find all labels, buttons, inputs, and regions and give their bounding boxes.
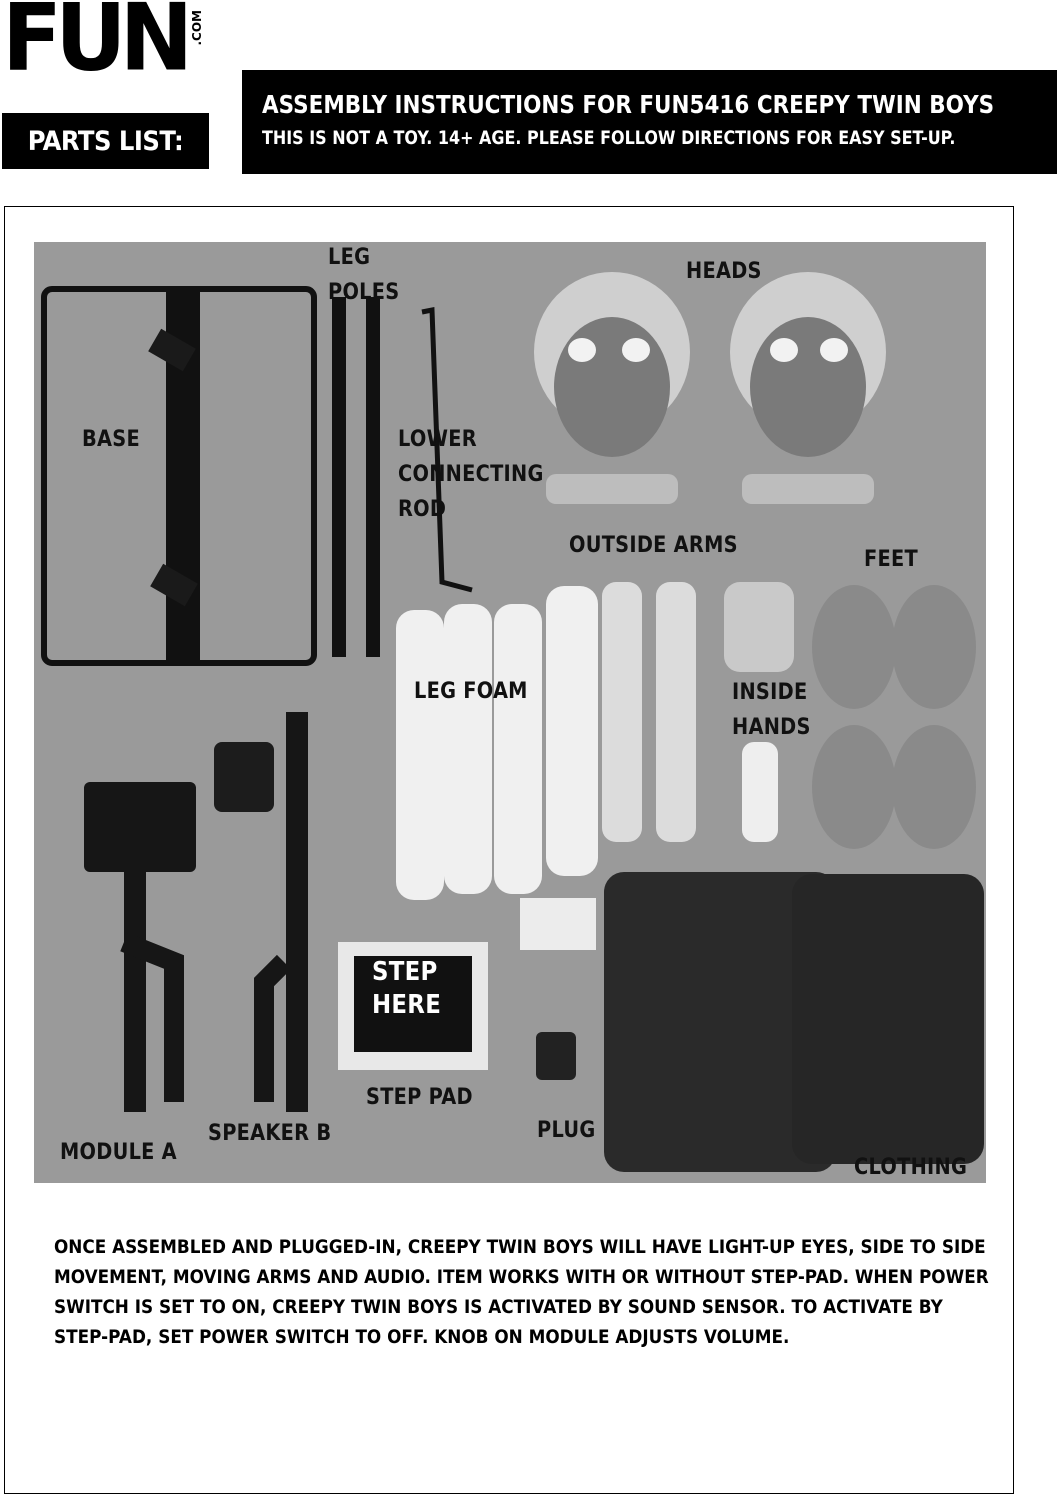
page-subtitle: THIS IS NOT A TOY. 14+ AGE. PLEASE FOLLOW DIRECTIONS FOR EASY SET-UP. — [262, 127, 956, 149]
module-a — [84, 782, 196, 1112]
feet — [812, 585, 976, 849]
label-clothing: CLOTHING — [854, 1155, 968, 1180]
label-speaker-b: SPEAKER B — [208, 1121, 332, 1146]
label-module-a: MODULE A — [60, 1140, 177, 1165]
parts-photo — [34, 242, 986, 1183]
label-lower-connecting-rod: LOWER CONNECTING ROD — [398, 427, 544, 523]
heads — [534, 272, 886, 504]
parts-list-label — [2, 113, 209, 169]
header-bar — [242, 70, 1057, 174]
label-heads: HEADS — [686, 259, 762, 284]
plug — [520, 898, 596, 1080]
fun-logo-suffix: .COM — [190, 10, 204, 46]
product-description: ONCE ASSEMBLED AND PLUGGED-IN, CREEPY TWIN BOYS WILL HAVE LIGHT-UP EYES, SIDE TO SIDE MOVEMENT, MOVING ARMS AND AUDIO. ITEM WORKS WITH OR WITHOUT STEP-PAD. WHEN POWER SWITCH IS SET TO ON, CREEPY TWIN BOYS IS ACTIVATED BY SOUND SENSOR. TO ACTIVATE BY STEP-PAD, SET POWER SWITCH TO OFF. KNOB ON MODULE ADJUSTS VOLUME. — [54, 1237, 989, 1348]
label-feet: FEET — [864, 547, 918, 572]
speaker-b — [214, 712, 308, 1112]
label-inside-hands: INSIDE HANDS — [732, 680, 811, 741]
leg-poles — [332, 297, 380, 657]
leg-foam — [396, 586, 598, 900]
parts-list-text: PARTS LIST: — [27, 125, 184, 157]
label-leg-poles: LEG POLES — [328, 245, 400, 306]
label-outside-arms: OUTSIDE ARMS — [569, 533, 738, 558]
label-base: BASE — [82, 427, 140, 452]
label-leg-foam: LEG FOAM — [414, 679, 528, 704]
fun-logo: FUN — [2, 0, 187, 92]
step-here-sign: STEP HERE — [372, 957, 442, 1020]
outside-arms — [602, 582, 696, 842]
clothing — [604, 872, 984, 1172]
page-title: ASSEMBLY INSTRUCTIONS FOR FUN5416 CREEPY TWIN BOYS — [262, 90, 995, 119]
label-step-pad: STEP PAD — [366, 1085, 473, 1110]
label-plug: PLUG — [537, 1118, 596, 1143]
parts-photo-illustration — [34, 242, 986, 1183]
base-frame — [44, 289, 314, 663]
